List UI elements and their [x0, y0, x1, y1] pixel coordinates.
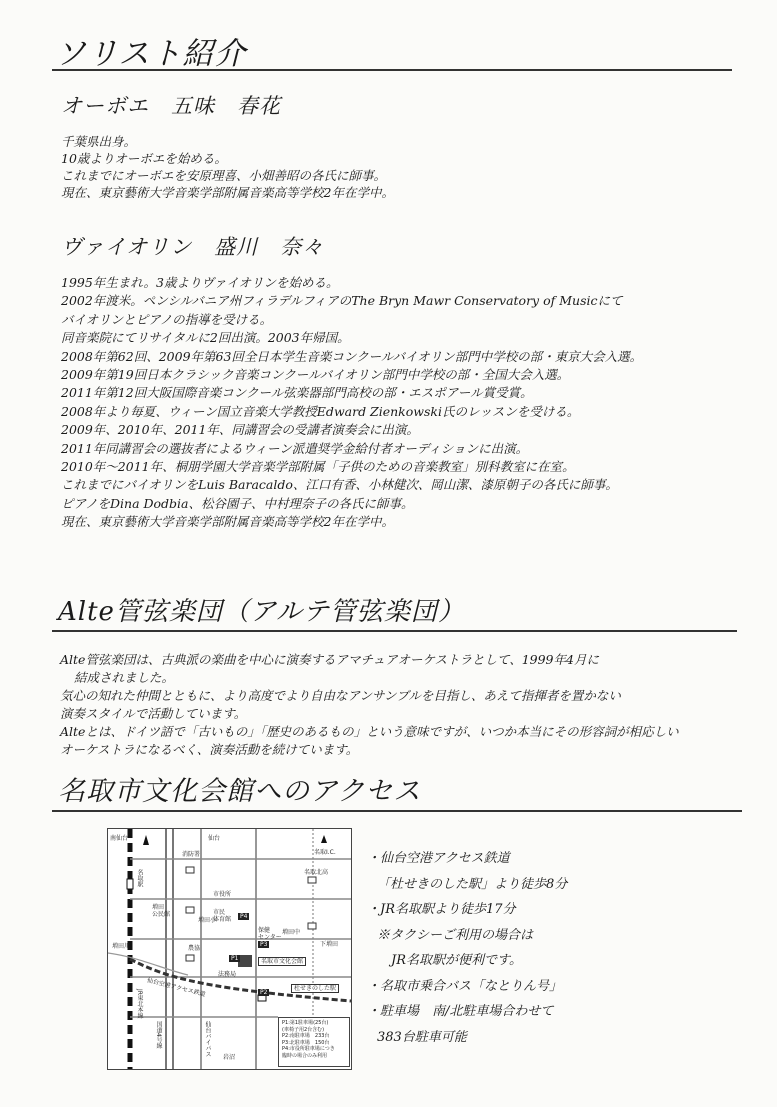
map-label-fire-station: 消防署 [182, 851, 201, 858]
bio-line: 現在、東京藝術大学音楽学部附属音楽高等学校2年在学中。 [61, 185, 394, 200]
violin-bio [61, 274, 642, 532]
station-marker [127, 879, 133, 889]
map-label-nokyo: 農協 [188, 945, 201, 952]
building [186, 955, 194, 961]
map-label-masuda-middle: 増田中 [282, 929, 301, 936]
bio-line: 10歳よりオーボエを始める。 [61, 151, 227, 166]
oboe-heading: オーボエ 五味 春花 [61, 94, 281, 118]
map-label-city-hall: 市役所 [213, 891, 232, 898]
violin-heading: ヴァイオリン 盛川 奈々 [61, 235, 325, 259]
access-line: 383台駐車可能 [377, 1029, 467, 1045]
parking-badge-p4: P4 [240, 913, 248, 920]
map-label-morisekinoshita: 杜せきのした駅 [291, 984, 339, 993]
map-label-culture-hall: 名取市文化会館 [258, 957, 306, 966]
parking-badge-p1: P1 [231, 955, 239, 962]
access-line: ・名取市乗合バス「なとりん号」 [367, 978, 563, 994]
map-label-gym: 市民 体育館 [213, 909, 232, 923]
map-label-natori-north-high: 名取北高 [304, 869, 329, 876]
access-line: ・仙台空港アクセス鉄道 [367, 851, 510, 866]
bio-line: 2011年第12回大阪国際音楽コンクール弦楽器部門高校の部・エスポアール賞受賞。 [61, 385, 533, 401]
legend-line: P4:市役所駐車場につき [282, 1046, 335, 1052]
bio-line: 2011年同講習会の選抜者によるウィーン派遣奨学金給付者オーディションに出演。 [61, 440, 529, 456]
building [308, 923, 316, 929]
section-title-access: 名取市文化会館へのアクセス [58, 776, 422, 807]
bio-line: 2010年～2011年、桐朋学園大学音楽学部附属「子供のための音楽教室」別科教室に在室。 [61, 459, 575, 475]
bio-line: 2008年より毎夏、ウィーン国立音楽大学教授Edward Zienkowski氏のレッスンを受ける。 [61, 403, 580, 419]
section-title-orchestra: Alte管弦楽団（アルテ管弦楽団） [58, 597, 465, 627]
section-rule [52, 69, 732, 71]
bio-line: 2009年第19回日本クラシック音楽コンクールバイオリン部門中学校の部・全国大会入選。 [61, 367, 570, 383]
legend-line: P1:第1駐車場(25台) [282, 1020, 329, 1026]
bio-line: これまでにオーボエを安原理喜、小畑善昭の各氏に師事。 [61, 168, 387, 183]
building [308, 877, 316, 883]
legend-line: (車椅子用2台含む) [282, 1026, 325, 1033]
parking-badge-p2: P2 [260, 989, 268, 996]
access-line: ・駐車場 南/北駐車場合わせて [367, 1004, 554, 1019]
section-rule [52, 810, 742, 812]
oboe-bio [61, 133, 394, 201]
access-info [367, 846, 567, 1050]
map-label-iwanuma: 岩沼 [223, 1054, 236, 1061]
legend-line: 臨時の場合のみ利用 [282, 1052, 328, 1059]
parking-badge-p3: P3 [260, 941, 268, 948]
map-label-natori-ic: 名取I.C. [314, 849, 336, 856]
map-label-health-center: 保健 センター [258, 927, 282, 941]
bio-line: ピアノをDina Dodbia、松谷園子、中村理奈子の各氏に師事。 [61, 495, 414, 511]
bio-line: 1995年生まれ。3歳よりヴァイオリンを始める。 [61, 275, 339, 290]
orchestra-description [60, 651, 679, 759]
map-legend [278, 1017, 350, 1067]
map-label-sendai: 仙台 [208, 835, 221, 842]
map-label-natori-station: 名取駅 [136, 869, 143, 887]
map-label-airport-line: 仙台空港アクセス鉄道 [146, 977, 207, 999]
description-line: 演奏スタイルで活動しています。 [60, 706, 247, 721]
map-label-bypass: 仙台バイパス [204, 1021, 211, 1057]
map-label-jr-line: JR東北本線 [136, 989, 143, 1019]
bio-line: これまでにバイオリンをLuis Baracaldo、江口有香、小林健次、岡山潔、漆原朝子の各氏に師事。 [61, 477, 618, 493]
building [186, 907, 194, 913]
description-line: Alte管弦楽団は、古典派の楽曲を中心に演奏するアマチュアオーケストラとして、1999年4月に [60, 652, 599, 667]
section-title-soloists: ソリスト紹介 [55, 36, 247, 72]
bio-line: 千葉県出身。 [61, 134, 137, 149]
legend-line: P3:北駐車場 150台 [282, 1039, 330, 1046]
north-arrow-icon [143, 835, 149, 845]
map-label-masuda-river: 増田川 [112, 943, 131, 950]
map-label-masuda-elementary: 増田小 [198, 917, 217, 924]
building [186, 867, 194, 873]
access-map [107, 828, 352, 1070]
bio-line: 2002年渡米。ペンシルバニア州フィラデルフィアのThe Bryn Mawr Conservatory of Musicにて [61, 293, 623, 309]
bio-line: 同音楽院にてリサイタルに2回出演。2003年帰国。 [61, 330, 350, 346]
north-arrow-icon [321, 835, 327, 843]
description-line: 気心の知れた仲間とともに、より高度でより自由なアンサンブルを目指し、あえて指揮者を置かない [60, 688, 621, 703]
bio-line: 現在、東京藝術大学音楽学部附属音楽高等学校2年在学中。 [61, 514, 394, 530]
map-label-south-sendai: 南仙台 [110, 835, 129, 842]
description-line: Alteとは、ドイツ語で「古いもの」「歴史のあるもの」という意味ですが、いつか本当にその形容詞が相応しい [60, 724, 679, 739]
bio-line: バイオリンとピアノの指導を受ける。 [61, 311, 273, 327]
map-label-justice-bureau: 法務局 [218, 971, 237, 978]
access-line: ・JR名取駅より徒歩17分 [367, 902, 516, 917]
map-label-route4: 国道4号線 [155, 1021, 162, 1049]
legend-line: P2:南駐車場 233台 [282, 1033, 330, 1039]
section-rule [52, 630, 737, 632]
access-line: 「杜せきのした駅」より徒歩8分 [377, 876, 568, 892]
description-line: 結成されました。 [74, 670, 175, 685]
bio-line: 2008年第62回、2009年第63回全日本学生音楽コンクールバイオリン部門中学校の部・東京大会入選。 [61, 348, 643, 364]
bio-line: 2009年、2010年、2011年、同講習会の受講者演奏会に出演。 [61, 422, 419, 438]
description-line: オーケストラになるべく、演奏活動を続けています。 [60, 742, 359, 757]
access-line: JR名取駅が便利です。 [391, 953, 522, 968]
river [108, 953, 188, 975]
map-label-shimomasuda: 下増田 [320, 941, 339, 948]
access-line: ※タクシーご利用の場合は [377, 927, 534, 943]
map-label-library: 増田 公民館 [152, 904, 171, 918]
